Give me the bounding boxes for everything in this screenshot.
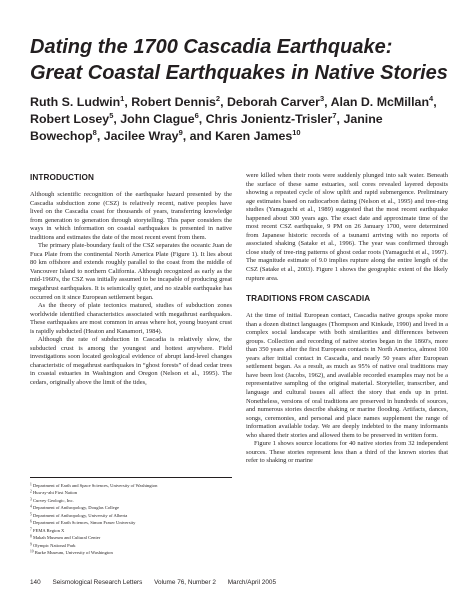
section-heading-traditions: TRADITIONS FROM CASCADIA: [246, 294, 371, 304]
author-separator: ,: [433, 95, 437, 109]
footnote-number: 5: [30, 512, 32, 517]
footnote-text: Curvey Geologic, Inc.: [32, 497, 74, 503]
section-heading-introduction: INTRODUCTION: [30, 173, 94, 182]
affiliation-marker: 7: [332, 111, 337, 120]
footnote-number: 3: [30, 497, 32, 502]
affiliation-marker: 8: [92, 128, 97, 137]
left-column: [30, 172, 232, 388]
author-name: Karen James: [215, 129, 293, 143]
footnote-text: Olympic National Park: [32, 542, 76, 548]
affiliation-marker: 4: [429, 94, 434, 103]
footnote-number: 10: [30, 549, 34, 554]
footnote-text: Department of Anthropology, University of Alberta: [32, 512, 128, 518]
affiliation-marker: 5: [109, 111, 114, 120]
author-separator: ,: [124, 95, 132, 109]
journal-name: Seismological Research Letters: [52, 579, 143, 586]
footnote-item: [30, 519, 232, 526]
footnote-number: 9: [30, 542, 32, 547]
footnote-text: Department of Earth Sciences, Simon Fraser University: [32, 520, 136, 526]
author-name: Janine Bowechop: [30, 112, 383, 143]
footnote-number: 6: [30, 519, 32, 524]
footnote-item: [30, 542, 232, 549]
affiliation-marker: 9: [178, 128, 183, 137]
footnote-number: 7: [30, 527, 32, 532]
footnote-text: Huu-ay-aht First Nation: [32, 490, 78, 496]
intro-paragraph: The primary plate-boundary fault of the CSZ separates the oceanic Juan de Fuca Plate from the continental North America Plate (Figure 1). It lies about 80 km offshore and extends roughly parallel to the coast from the middle of Vancouver Island to northern California. Although recognized as early as the mid-1960's, the CSZ was initially assumed to be incapable of producing great megathrust earthquakes. It is seismically quiet, and no sizable earthquake has occurred on it since European settlement began.: [30, 242, 232, 301]
footnote-item: [30, 482, 232, 489]
footnote-item: [30, 497, 232, 504]
traditions-paragraph: At the time of initial European contact, Cascadia native groups spoke more than a dozen distinct languages (Thompson and Kinkade, 1990) and lived in a complex social landscape with both similarities and differences between groups. Collection and recording of native stories began in the 1860's, more than 350 years after the first European contacts in North America, almost 100 years after initial contact in Cascadia, and nearly 50 years after European settlement began. As a result, as much as 95% of native oral traditions may have been lost (Jacobs, 1962), and available recorded examples may not be a representative sampling of the original material. Storyteller, transcriber, and language and cultural issues all affect the story that ends up in print. Nonetheless, versions of oral traditions are preserved in hundreds of sources, and numerous stories describe shaking or marine flooding. Artifacts, dances, songs, ceremonies, and personal and place names supplement the range of information available today. We are deeply indebted to the many informants who shared their stories and allowed them to be preserved in written form.: [246, 312, 448, 439]
author-separator: ,: [336, 112, 344, 126]
affiliation-marker: 1: [120, 94, 125, 103]
author-separator: ,: [198, 112, 206, 126]
footnote-list: [30, 482, 232, 557]
author-name: John Clague: [120, 112, 195, 126]
affiliation-marker: 6: [194, 111, 199, 120]
footnote-item: [30, 534, 232, 541]
intro-paragraph: Although the rate of subduction in Cascadia is relatively slow, the subducted crust is among the youngest and hottest anywhere. Field investigations soon located geological evidence of abrupt land-level changes characteristic of megathrust earthquakes in “ghost forests” of dead cedar trees in coastal estuaries in Washington and Oregon (Nelson et al., 1995). The cedars, originally above the limit of the tides,: [30, 336, 232, 387]
author-name: Jacilee Wray: [103, 129, 179, 143]
footnote-item: [30, 504, 232, 511]
continued-paragraph: were killed when their roots were suddenly plunged into salt water. Beneath the surface of these same estuaries, soil cores revealed layered deposits showing a repeated cycle of slow uplift and rapid submergence. Preliminary age estimates based on radiocarbon dating (Nelson et al., 1995) and tree-ring studies (Yamaguchi et al., 1989) suggested that the most recent earthquake happened about 300 years ago. The exact date and approximate time of the most recent CSZ earthquake, 9 PM on 26 January 1700, were determined from Japanese historic records of a tsunami arriving with no reports of associated shaking (Satake et al., 1996). The year was confirmed through close study of tree-ring patterns of ghost cedar roots (Yamaguchi et al., 1997). The magnitude estimate of 9.0 implies rupture along the entire length of the CSZ (Satake et al., 2003). Figure 1 shows the geographic extent of the likely rupture area.: [246, 172, 448, 282]
footnote-text: Makah Museum and Cultural Center: [32, 535, 101, 541]
page-footer: [30, 579, 450, 586]
footnote-item: [30, 489, 232, 496]
intro-paragraph: As the theory of plate tectonics matured, studies of subduction zones worldwide identified characteristics associated with megathrust earthquakes. These earthquakes are most common in areas where hot, young buoyant crust is rapidly subducted (Heaton and Kanamori, 1984).: [30, 302, 232, 335]
author-separator: ,: [113, 112, 121, 126]
footnote-text: Department of Earth and Space Sciences, University of Washington: [32, 483, 158, 488]
intro-paragraph: Although scientific recognition of the earthquake hazard presented by the Cascadia subduction zone (CSZ) is relatively recent, native peoples have lived on the Cascadia coast for thousands of years, transferring knowledge from generation to generation through storytelling. This paper considers the ways in which information on coastal earthquakes is presented in native traditions and estimates the date of the most recent event from them.: [30, 191, 232, 241]
affiliation-marker: 10: [292, 128, 301, 137]
affiliation-footnotes: [30, 477, 232, 557]
author-name: Robert Losey: [30, 112, 110, 126]
affiliation-marker: 3: [319, 94, 325, 103]
author-separator: ,: [324, 95, 331, 109]
footnote-number: 1: [30, 482, 32, 487]
author-name: Robert Dennis: [131, 95, 216, 109]
footnote-number: 8: [30, 534, 32, 539]
right-column: [246, 172, 448, 466]
article-title: Dating the 1700 Cascadia Earthquake: Great Coastal Earthquakes in Native Stories: [30, 36, 448, 84]
volume-number: Volume 76, Number 2: [154, 579, 216, 586]
issue-date: March/April 2005: [227, 579, 277, 586]
footnote-text: FEMA Region X: [32, 527, 65, 533]
page-number: 140: [30, 579, 41, 586]
footnote-item: [30, 512, 232, 519]
author-name: Deborah Carver: [226, 95, 320, 109]
traditions-paragraph: Figure 1 shows source locations for 40 native stories from 32 independent sources. These stories represent less than a third of the known stories that refer to shaking or marine: [246, 440, 448, 465]
author-name: Ruth S. Ludwin: [30, 95, 121, 109]
footnote-text: Burke Museum, University of Washington: [34, 550, 113, 556]
footnote-item: [30, 549, 232, 556]
footnote-item: [30, 527, 232, 534]
affiliation-marker: 2: [215, 94, 221, 103]
author-name: Chris Jonientz-Trisler: [205, 112, 333, 126]
author-separator: ,: [96, 129, 104, 143]
footnote-text: Department of Anthropology, Douglas College: [32, 505, 120, 511]
author-separator: , and: [182, 129, 216, 143]
author-separator: ,: [220, 95, 227, 109]
author-name: Alan D. McMillan: [330, 95, 430, 109]
footnote-number: 2: [30, 489, 32, 494]
footnote-number: 4: [30, 504, 32, 509]
author-list: [30, 94, 450, 145]
